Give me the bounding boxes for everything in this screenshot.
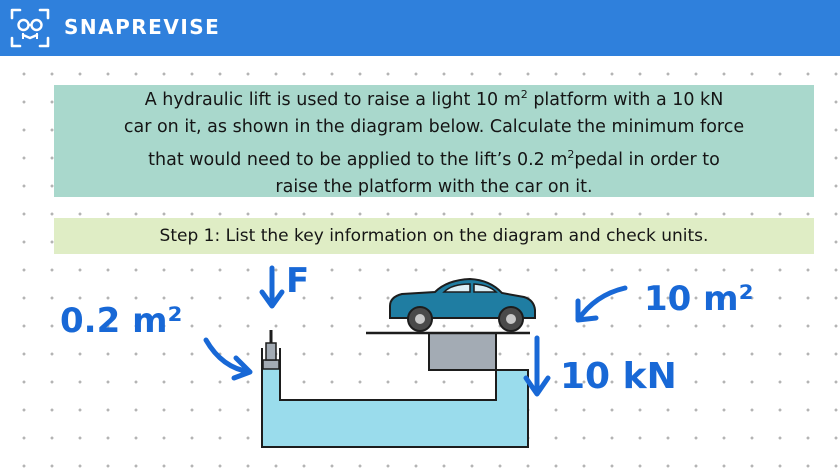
platform-area-label: 10 m² <box>644 279 754 319</box>
question-line-3a: that would need to be applied to the lift’s 0.2 m <box>148 149 568 170</box>
question-line-3b: pedal in order to <box>574 149 720 170</box>
car-icon <box>390 279 535 331</box>
question-line-1b: platform with a 10 kN <box>527 90 724 110</box>
brand-name: SNAPREVISE <box>64 15 221 39</box>
fluid-container <box>262 368 528 447</box>
step-label: Step 1: List the key information on the diagram and check units. <box>159 226 709 246</box>
pedal-handle <box>266 343 276 360</box>
question-line-1a: A hydraulic lift is used to raise a light 10 m <box>144 90 521 110</box>
small-piston <box>263 360 279 369</box>
question-line-4: raise the platform with the car on it. <box>275 176 593 197</box>
platform-arrow <box>578 288 625 320</box>
force-label: F <box>286 261 310 301</box>
superscript: 2 <box>520 88 528 102</box>
question-line-2: car on it, as shown in the diagram below. Calculate the minimum force <box>123 117 745 137</box>
pedal-area-label: 0.2 m² <box>60 301 183 341</box>
pedal-arrow <box>206 340 250 378</box>
car-weight-label: 10 kN <box>560 356 677 397</box>
weight-arrow <box>526 338 548 394</box>
large-piston <box>429 333 496 370</box>
superscript: 2 <box>567 148 575 161</box>
force-arrow <box>262 268 282 306</box>
